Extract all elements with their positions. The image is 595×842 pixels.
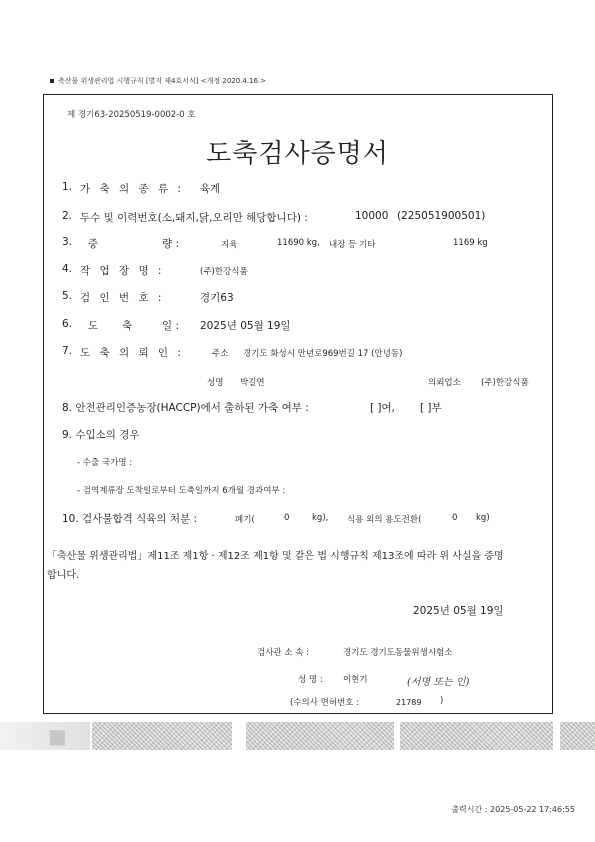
- inspector-license-close: ): [440, 696, 444, 706]
- item-3-label-b: 량 :: [162, 238, 180, 250]
- security-strip-logo: [0, 722, 90, 750]
- item-10-disp1-unit: kg),: [312, 513, 329, 523]
- item-9-sub2: - 검역계류장 도착일로부터 도축일까지 6개월 경과여부 :: [77, 486, 286, 496]
- item-3-part2: 내장 등 기타: [329, 240, 376, 250]
- item-7-name-label: 성명: [207, 378, 224, 388]
- item-7-addr-label: 주소: [212, 349, 229, 359]
- inspector-license-label: (수의사 면허번호 :: [290, 698, 360, 708]
- item-2-trace: (225051900501): [397, 210, 486, 222]
- item-1-label: 가 축 의 종 류 :: [80, 183, 184, 195]
- item-2-num: 2.: [62, 210, 73, 222]
- item-10-disp2: 식용 외의 용도전환(: [347, 515, 422, 525]
- item-9-text: 9. 수입소의 경우: [62, 429, 140, 441]
- item-8-no: [ ]부: [420, 402, 442, 414]
- item-10-disp2-val: 0: [452, 513, 458, 523]
- item-9-sub1: - 수출 국가명 :: [77, 458, 133, 468]
- item-6-label-a: 도: [88, 320, 99, 332]
- item-6-label-c: 일 :: [162, 320, 180, 332]
- item-4-num: 4.: [62, 263, 73, 275]
- security-strip-2: [246, 722, 394, 750]
- page-title: 도축검사증명서: [206, 139, 389, 169]
- item-8-yes: [ ]여,: [370, 402, 396, 414]
- item-4-label: 작 업 장 명 :: [80, 265, 165, 277]
- certify-line-2: 합니다.: [47, 570, 80, 581]
- item-6-label-b: 축: [122, 320, 133, 332]
- item-1-num: 1.: [62, 181, 73, 193]
- inspector-name-label: 성 명 :: [298, 675, 323, 685]
- item-3-num: 3.: [62, 236, 73, 248]
- item-10-disp2-unit: kg): [476, 513, 490, 523]
- item-10-text: 10. 검사불합격 식육의 처분 :: [62, 513, 198, 525]
- item-8-text: 8. 안전관리인증농장(HACCP)에서 출하된 가축 여부 :: [62, 402, 309, 414]
- item-2-count: 10000: [355, 210, 389, 222]
- form-header-note: 축산물 위생관리법 시행규칙 [별지 제4호서식] <개정 2020.4.16.>: [50, 76, 266, 86]
- security-strip-1: [92, 722, 232, 750]
- item-2-label: 두수 및 이력번호(소,돼지,닭,오리만 해당합니다) :: [80, 212, 308, 224]
- item-3-val1: 11690 kg,: [277, 238, 320, 248]
- item-3-part1: 지육: [221, 240, 238, 250]
- inspector-name: 이현기: [343, 675, 368, 685]
- item-4-value: (주)한강식품: [200, 267, 248, 277]
- item-6-value: 2025년 05월 19일: [200, 320, 291, 332]
- security-strip-4: [560, 722, 595, 750]
- certify-line-1: 「축산물 위생관리법」제11조 제1항 · 제12조 제1항 및 같은 법 시행규칙 제13조에 따라 위 사실을 증명: [47, 551, 504, 562]
- inspector-org: 경기도 경기도동물위생시험소: [343, 648, 453, 658]
- watermark-glyph: ■: [48, 724, 67, 748]
- inspector-org-label: 검사관 소 속 :: [257, 648, 310, 658]
- item-7-num: 7.: [62, 345, 73, 357]
- square-bullet-icon: [50, 79, 54, 83]
- item-5-num: 5.: [62, 290, 73, 302]
- item-10-disp1: 폐기(: [235, 515, 255, 525]
- print-timestamp: 출력시간 : 2025-05-22 17:46:55: [451, 805, 575, 814]
- item-7-biz-label: 의뢰업소: [428, 378, 461, 388]
- item-1-value: 육계: [200, 183, 221, 195]
- item-5-label: 검 인 번 호 :: [80, 292, 165, 304]
- item-3-label-a: 중: [88, 238, 99, 250]
- item-10-disp1-val: 0: [284, 513, 290, 523]
- item-5-value: 경기63: [200, 292, 234, 304]
- issue-date: 2025년 05월 19일: [413, 605, 504, 617]
- inspector-license: 21789: [396, 698, 422, 707]
- inspector-signature-note: (서명 또는 인): [407, 677, 470, 688]
- item-6-num: 6.: [62, 318, 73, 330]
- item-7-name: 박길연: [240, 378, 265, 388]
- document-number: 제 경기63-20250519-0002-0 호: [67, 110, 196, 120]
- security-strip-3: [400, 722, 553, 750]
- item-7-addr: 경기도 화성시 만년로969번길 17 (안녕동): [243, 349, 403, 359]
- item-7-biz: (주)한강식품: [481, 378, 529, 388]
- item-7-label: 도 축 의 뢰 인 :: [80, 347, 184, 359]
- item-3-val2: 1169 kg: [453, 238, 488, 248]
